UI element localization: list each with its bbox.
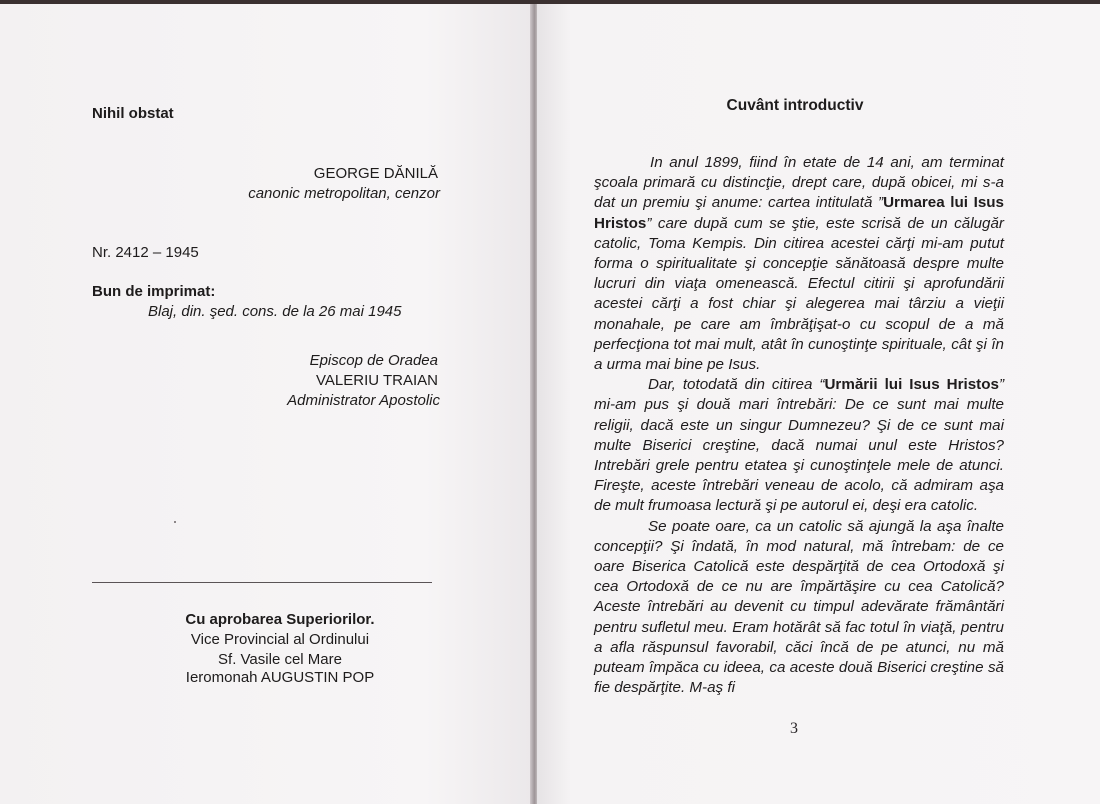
imprimatur-place: Blaj, din. şed. cons. de la 26 mai 1945 [148,303,402,320]
censor-title: canonic metropolitan, cenzor [248,185,440,202]
paragraph-3 [594,517,1004,699]
approval-line-1: Vice Provincial al Ordinului [190,631,370,648]
approval-line-2: Sf. Vasile cel Mare [218,651,342,668]
imprimatur-heading: Bun de imprimat: [92,283,216,300]
bishop-title: Episcop de Oradea [309,352,438,369]
bleed-through [292,114,297,135]
approval-heading: Cu aprobarea Superiorilor. [185,611,375,628]
bishop-role: Administrator Apostolic [287,392,440,409]
bishop-name: VALERIU TRAIAN [316,372,438,389]
paragraph-1-text-a: In anul 1899, fiind în etate de 14 ani, am terminat şcoala primară cu distincţie, drept care, după obicei, mi s-a dat un premiu şi anume: cartea intitulată ” [594,154,1004,212]
book-title-reference-2: Urmării lui Isus Hristos [824,376,999,394]
paragraph-3-text: Se poate oare, ca un catolic să ajungă la aşa înalte concepţii? Şi îndată, în mod natural, mă întrebam: de ce oare Biserica Catolică este despărţită de cea Ortodoxă şi cea Ortodoxă de ce nu are împărtăşire cu cea Catolică? Aceste întrebări au devenit cu timpul adevărate frământări pentru sufletul meu. Eram hotărât să fac totul în viaţă, pentru a afla răspunsul favorabil, căci încă de pe atunci, nu mă puteam împăca cu ideea, ca aceste două Biserici creştine să fie despărţite. M-aş fi [594,517,1004,697]
page-number: 3 [790,720,798,737]
page-speck [174,521,176,523]
paragraph-2 [594,375,1004,516]
registration-number: Nr. 2412 – 1945 [92,244,199,261]
chapter-title: Cuvânt introductiv [726,97,864,114]
paragraph-2-text-a: Dar, totodată din citirea “ [648,376,825,394]
censor-name: GEORGE DĂNILĂ [313,165,438,182]
nihil-obstat-heading: Nihil obstat [92,105,174,122]
paragraph-2-text-b: ” mi-am pus şi două mari întrebări: De ce sunt mai multe religii, dacă este un singur Dumnezeu? Şi de ce sunt mai multe Biserici creştine, dacă numai unul este Hristos? Intrebări grele pentru etatea şi cunoştinţele mele de atunci. Fireşte, aceste întrebări veneau de acolo, că admiram aşa de mult frumoasa lectură şi pe autorul ei, deşi era catolic. [594,376,1004,515]
paragraph-1 [594,153,1004,375]
paragraph-1-text-b: ” care după cum se ştie, este scrisă de un călugăr catolic, Toma Kempis. Din citirea acestei cărţi mi-am putut forma o spiritualitate şi concepţie sănătoasă despre multe lucruri din viaţa omenească. Efectul citirii şi aprofundării acestei cărţi a fost chiar şi alegerea mai târziu a vieţii monahale, pe care am îmbrăţişat-o cu scopul de a mă perfecţiona tot mai mult, atât în cunoştinţe spirituale, cât şi în a urma mai bine pe Isus. [594,214,1004,374]
divider-rule [92,582,432,583]
introduction-body [594,153,1004,698]
approval-line-3: Ieromonah AUGUSTIN POP [185,669,375,686]
book-title-reference: Urmarea lui Isus Hristos [594,194,1004,232]
